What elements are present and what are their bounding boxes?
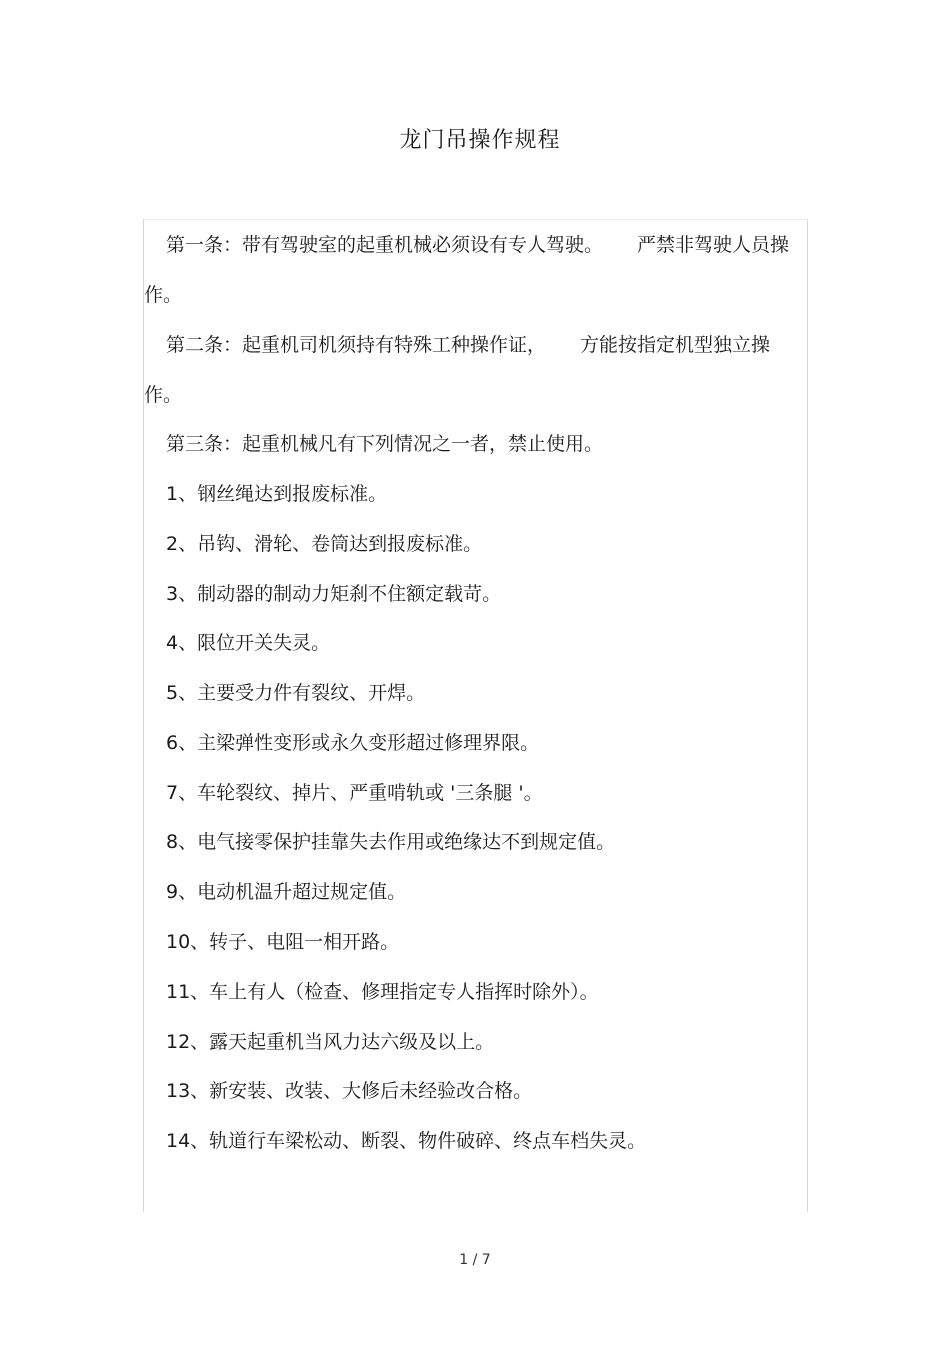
article-2-part2: 方能按指定机型独立操作。	[144, 334, 771, 406]
article-2	[144, 320, 807, 420]
article-1-part2: 严禁非驾驶人员操作。	[144, 234, 790, 306]
list-item: 4、限位开关失灵。	[166, 632, 331, 654]
article-3: 第三条：起重机械凡有下列情况之一者，禁止使用。	[166, 433, 604, 455]
list-item: 6、主梁弹性变形或永久变形超过修理界限。	[166, 732, 540, 754]
article-1	[144, 220, 807, 320]
list-item: 1、钢丝绳达到报废标准。	[166, 483, 388, 505]
list-item: 11、车上有人（检查、修理指定专人指挥时除外）。	[166, 981, 599, 1003]
list-item: 10、转子、电阻一相开路。	[166, 931, 400, 953]
list-item: 7、车轮裂纹、掉片、严重啃轨或 '三条腿 '。	[166, 782, 543, 804]
list-item: 5、主要受力件有裂纹、开焊。	[166, 682, 426, 704]
content-frame	[143, 219, 808, 1212]
list-item: 9、电动机温升超过规定值。	[166, 881, 407, 903]
list-item: 14、轨道行车梁松动、断裂、物件破碎、终点车档失灵。	[166, 1130, 647, 1152]
document-title: 龙门吊操作规程	[399, 128, 561, 153]
list-item: 2、吊钩、滑轮、卷筒达到报废标准。	[166, 533, 483, 555]
list-item: 12、露天起重机当风力达六级及以上。	[166, 1031, 495, 1053]
list-item: 8、电气接零保护挂靠失去作用或绝缘达不到规定值。	[166, 831, 616, 853]
article-1-part1: 第一条：带有驾驶室的起重机械必须设有专人驾驶。	[166, 234, 604, 256]
article-2-part1: 第二条：起重机司机须持有特殊工种操作证，	[166, 334, 547, 356]
page-indicator: 1 / 7	[459, 1252, 491, 1268]
list-item: 13、新安装、改装、大修后未经验改合格。	[166, 1080, 533, 1102]
list-item: 3、制动器的制动力矩刹不住额定载苛。	[166, 583, 502, 605]
